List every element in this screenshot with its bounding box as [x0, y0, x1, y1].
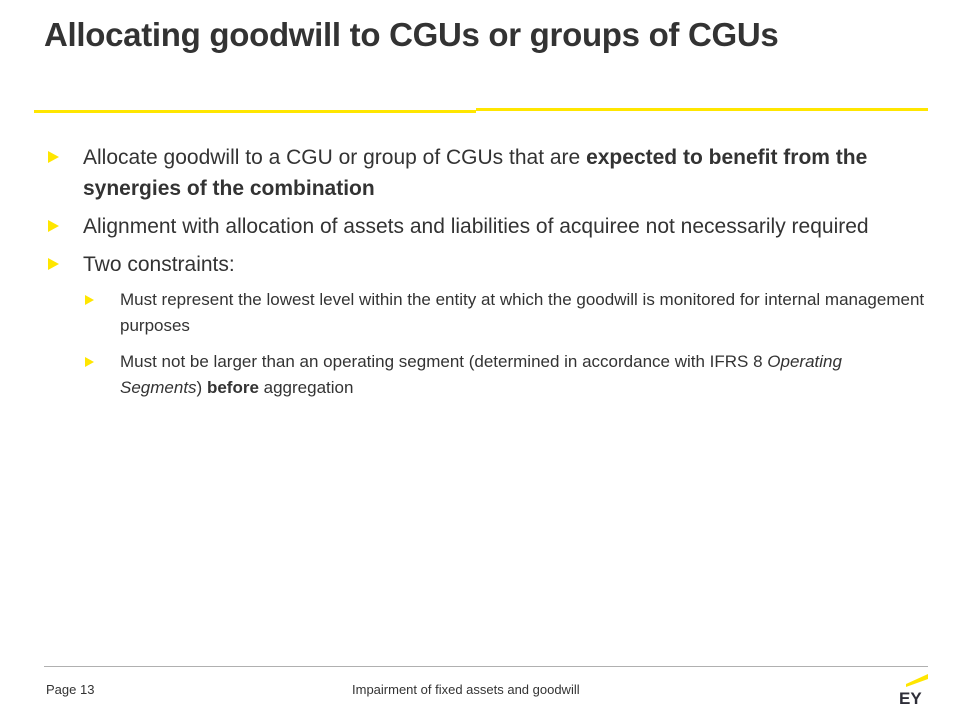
- slide-content: [48, 142, 928, 411]
- bullet-2-text: Alignment with allocation of assets and liabilities of acquiree not necessarily required: [83, 215, 869, 238]
- sub-bullet-2-post-text: aggregation: [258, 378, 354, 397]
- bullet-3-text: Two constraints:: [83, 253, 235, 276]
- slide-title: Allocating goodwill to CGUs or groups of CGUs: [44, 16, 779, 53]
- bullet-arrow-icon: [48, 220, 59, 232]
- sub-bullet-2-text: Must not be larger than an operating segment (determined in accordance with IFRS 8: [120, 352, 768, 371]
- bullet-3: [48, 249, 928, 280]
- footer-divider: [44, 666, 928, 667]
- bullet-2: [48, 211, 928, 242]
- sub-bullet-2: [85, 349, 928, 401]
- page-number: Page 13: [46, 682, 95, 697]
- sub-bullet-1: [85, 287, 928, 339]
- title-underline-left: [34, 110, 476, 113]
- bullet-1-bold-text: expected to benefit from the synergies of the combination: [83, 146, 868, 200]
- ey-logo-icon: [898, 672, 930, 706]
- footer-title: Impairment of fixed assets and goodwill: [352, 682, 580, 697]
- sub-bullet-2-bold-text: before: [206, 378, 259, 397]
- sub-bullet-arrow-icon: [85, 357, 94, 367]
- sub-bullet-2-mid-text: ): [196, 378, 207, 397]
- bullet-1-text: Allocate goodwill to a CGU or group of CGUs that are: [83, 146, 587, 169]
- title-underline-right: [476, 108, 928, 111]
- bullet-1: [48, 142, 928, 204]
- ey-logo-text: EY: [899, 689, 922, 706]
- bullet-arrow-icon: [48, 258, 59, 270]
- sub-bullet-1-text: Must represent the lowest level within the entity at which the goodwill is monitored for internal management purposes: [120, 290, 925, 335]
- sub-bullet-arrow-icon: [85, 295, 94, 305]
- ey-logo-beam: [906, 674, 928, 687]
- sub-bullet-2-italic-text: Operating Segments: [120, 352, 842, 397]
- bullet-arrow-icon: [48, 151, 59, 163]
